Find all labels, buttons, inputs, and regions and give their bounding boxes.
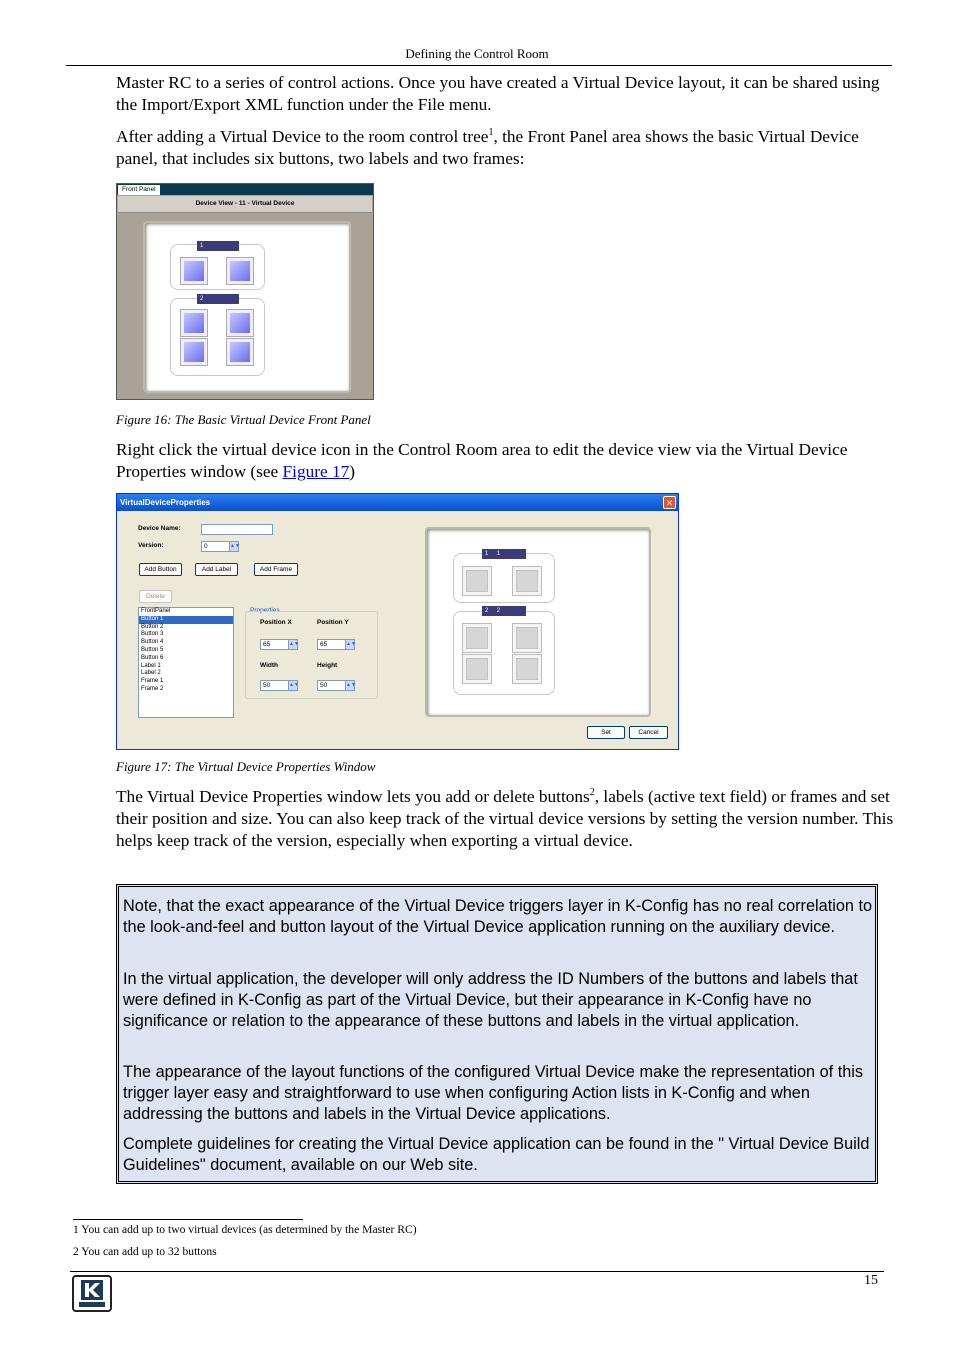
running-header: Defining the Control Room — [405, 46, 549, 61]
list-item[interactable]: Label 1 — [141, 662, 161, 669]
paragraph-2-text-a: After adding a Virtual Device to the room control tree — [116, 127, 489, 146]
spin-arrows-icon[interactable]: ▲▼ — [346, 682, 356, 688]
preview-canvas — [425, 527, 651, 717]
figure-17-link[interactable]: Figure 17 — [282, 462, 350, 481]
button-4[interactable] — [226, 309, 254, 337]
device-canvas — [143, 221, 351, 393]
preview-button-1[interactable] — [462, 566, 492, 596]
tab-front-panel[interactable]: Front Panel — [118, 185, 160, 195]
paragraph-2-text-b: , the Front Panel area shows the basic Virtual Device panel, that includes six buttons, two labels and two frames: — [116, 127, 859, 168]
height-stepper[interactable] — [317, 680, 355, 691]
label-2[interactable]: 2 — [197, 294, 239, 304]
kramer-k-icon — [74, 1277, 110, 1310]
figure-17-properties-window — [116, 493, 679, 750]
add-frame-button[interactable]: Add Frame — [254, 563, 298, 576]
window-titlebar — [117, 494, 678, 511]
list-item[interactable]: Button 3 — [141, 631, 164, 638]
figure-16-caption: Figure 16: The Basic Virtual Device Front Panel — [116, 412, 371, 427]
button-6[interactable] — [226, 338, 254, 366]
spin-arrows-icon[interactable]: ▲▼ — [346, 641, 356, 647]
width-value: 50 — [263, 682, 271, 689]
spin-arrows-icon[interactable]: ▲▼ — [289, 682, 299, 688]
page-number: 15 — [864, 1273, 878, 1288]
device-name-input[interactable] — [201, 524, 273, 535]
paragraph-4 — [116, 786, 896, 852]
width-label: Width — [260, 662, 278, 669]
cancel-button[interactable]: Cancel — [629, 726, 668, 739]
list-item[interactable]: Button 2 — [141, 623, 164, 630]
preview-button-5[interactable] — [462, 654, 492, 684]
preview-label-1-text: 1 — [496, 551, 501, 557]
version-stepper[interactable] — [201, 541, 239, 552]
position-y-label: Position Y — [317, 619, 349, 626]
footnote-rule — [73, 1219, 303, 1220]
add-button-button[interactable]: Add Button — [139, 563, 182, 576]
paragraph-3-text-a: Right click the virtual device icon in the Control Room area to edit the device view via the Virtual Device Properties window (see — [116, 440, 848, 481]
height-value: 50 — [320, 682, 328, 689]
paragraph-3-text-b: ) — [349, 462, 356, 481]
element-list[interactable] — [138, 607, 234, 718]
preview-label-1[interactable] — [482, 549, 526, 559]
button-2[interactable] — [226, 257, 254, 285]
paragraph-3 — [116, 439, 896, 483]
paragraph-2 — [116, 126, 896, 170]
add-label-button[interactable]: Add Label — [195, 563, 238, 576]
position-y-stepper[interactable] — [317, 639, 355, 650]
list-item[interactable]: Frame 1 — [141, 678, 164, 685]
list-item[interactable]: Frame 2 — [141, 685, 164, 692]
preview-label-2-text: 2 — [496, 608, 501, 614]
preview-button-6[interactable] — [512, 654, 542, 684]
footnote-2: 2 You can add up to 32 buttons — [73, 1245, 217, 1258]
list-item[interactable]: Button 4 — [141, 639, 164, 646]
button-3[interactable] — [180, 309, 208, 337]
device-view-title: Device View - 11 - Virtual Device — [118, 196, 372, 213]
figure-17-caption: Figure 17: The Virtual Device Properties Window — [116, 759, 376, 774]
properties-title: Properties — [250, 607, 280, 614]
version-label: Version: — [138, 542, 164, 549]
button-5[interactable] — [180, 338, 208, 366]
close-icon[interactable]: ✕ — [663, 496, 676, 509]
preview-label-2-id: 2 — [485, 608, 489, 614]
note-paragraph-3: The appearance of the layout functions of the configured Virtual Device make the representation of this trigger layer easy and straightforward to use when configuring Action lists in K-Config and when addressing the buttons and labels in the Virtual Device applications. — [123, 1063, 864, 1123]
note-paragraph-2: In the virtual application, the developer will only address the ID Numbers of the buttons and labels that were defined in K-Config as part of the Virtual Device, but their appearance in K-Config have no significance or relation to the appearance of these buttons and labels in the virtual application. — [123, 970, 858, 1030]
note-box — [116, 884, 878, 1184]
height-label: Height — [317, 662, 338, 669]
preview-button-4[interactable] — [512, 623, 542, 653]
footnote-ref-2[interactable]: 2 — [589, 787, 595, 799]
list-item[interactable]: Button 1 — [139, 616, 233, 624]
delete-button[interactable]: Delete — [139, 590, 172, 603]
label-1[interactable]: 1 — [197, 241, 239, 251]
header-rule — [66, 65, 892, 66]
device-name-label: Device Name: — [138, 525, 181, 532]
list-item[interactable]: FrontPanel — [141, 608, 171, 614]
window-title: VirtualDeviceProperties — [120, 498, 211, 507]
set-button[interactable]: Set — [587, 726, 625, 739]
spin-arrows-icon[interactable]: ▲▼ — [230, 543, 240, 549]
paragraph-4-text-a: The Virtual Device Properties window lets you add or delete buttons — [116, 787, 590, 806]
footer-rule — [70, 1271, 884, 1272]
preview-label-2[interactable] — [482, 606, 526, 616]
footnote-1: 1 You can add up to two virtual devices (as determined by the Master RC) — [73, 1223, 417, 1236]
figure-16-front-panel — [116, 183, 374, 400]
position-x-value: 65 — [263, 641, 271, 648]
note-paragraph-1: Note, that the exact appearance of the Virtual Device triggers layer in K-Config has no real correlation to the look-and-feel and button layout of the Virtual Device application running on the auxiliary device. — [123, 897, 873, 936]
preview-label-1-id: 1 — [485, 551, 489, 557]
position-y-value: 65 — [320, 641, 328, 648]
paragraph-4-text-b: , labels (active text field) or frames and set their position and size. You can also keep track of the virtual device versions by setting the version number. This helps keep track of the version, especially when exporting a virtual device. — [116, 787, 894, 850]
list-item[interactable]: Button 6 — [141, 654, 164, 661]
version-value: 0 — [204, 543, 208, 550]
position-x-label: Position X — [260, 619, 292, 626]
width-stepper[interactable] — [260, 680, 298, 691]
paragraph-1: Master RC to a series of control actions. Once you have created a Virtual Device layout, it can be shared using the Import/Export XML function under the File menu. — [116, 73, 880, 114]
position-x-stepper[interactable] — [260, 639, 298, 650]
list-item[interactable]: Label 2 — [141, 670, 161, 677]
list-item[interactable]: Button 5 — [141, 646, 164, 653]
tab-bar — [117, 184, 373, 195]
note-paragraph-4: Complete guidelines for creating the Virtual Device application can be found in the " Virtual Device Build Guidelines" document, available on our Web site. — [123, 1135, 870, 1174]
spin-arrows-icon[interactable]: ▲▼ — [289, 641, 299, 647]
preview-button-3[interactable] — [462, 623, 492, 653]
button-1[interactable] — [180, 257, 208, 285]
kramer-logo — [72, 1275, 112, 1312]
footnote-ref-1[interactable]: 1 — [488, 127, 494, 139]
preview-button-2[interactable] — [512, 566, 542, 596]
